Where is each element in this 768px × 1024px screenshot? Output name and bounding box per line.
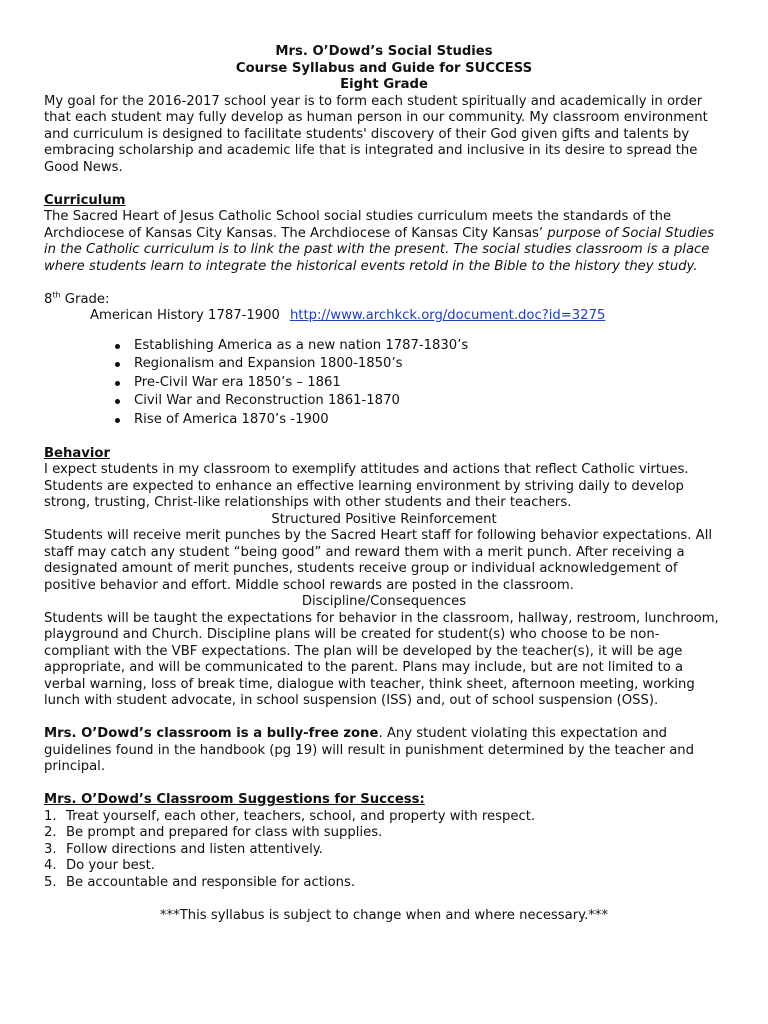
curriculum-purpose-text: purpose of Social Studies in the Catholic curriculum is to link the past with the present. The social studies classroom is a place where students learn to integrate the historical events retold in the Bible to the history they study. — [44, 225, 715, 274]
item-text: Follow directions and listen attentively. — [66, 841, 323, 857]
list-item: Establishing America as a new nation 1787-1830’s — [134, 337, 724, 356]
curriculum-paragraph — [44, 209, 724, 275]
list-item: Rise of America 1870’s -1900 — [134, 411, 724, 430]
bully-free-statement: Mrs. O’Dowd’s classroom is a bully-free zone — [44, 726, 379, 742]
spacer — [44, 891, 724, 908]
reinforcement-paragraph: Students will receive merit punches by the Sacred Heart staff for following behavior expectations. All staff may catch any student “being good” and reward them with a merit punch. After receiving a designated amount of merit punches, students receive group or individual acknowledgement of positive behavior and effort. Middle school rewards are posted in the classroom. — [44, 528, 713, 593]
spacer — [44, 776, 724, 793]
item-text: Treat yourself, each other, teachers, school, and property with respect. — [66, 808, 536, 824]
spacer — [44, 275, 724, 292]
syllabus-footer: ***This syllabus is subject to change when and where necessary.*** — [159, 907, 609, 923]
list-item — [44, 842, 724, 859]
list-item — [44, 809, 724, 826]
title-line-2: Course Syllabus and Guide for SUCCESS — [235, 60, 533, 76]
course-line — [44, 308, 724, 325]
bully-free-text: . Any student violating this expectation and guidelines found in the handbook (pg 19) will result in punishment determined by the teacher and principal. — [44, 726, 695, 775]
curriculum-heading: Curriculum — [44, 192, 126, 208]
grade-label — [44, 292, 724, 309]
item-number: 1. — [44, 808, 57, 824]
title-line-3: Eight Grade — [340, 77, 428, 92]
behavior-heading: Behavior — [44, 445, 110, 461]
grade-number: 8 — [44, 291, 53, 307]
curriculum-text: The Sacred Heart of Jesus Catholic School social studies curriculum meets the standards of the Archdiocese of Kansas City Kansas. The Archdiocese of Kansas City Kansas’ — [44, 209, 672, 241]
grade-label-text: Grade: — [60, 291, 110, 307]
course-name: American History 1787-1900 — [90, 308, 280, 323]
item-number: 5. — [44, 874, 57, 890]
spacer — [44, 710, 724, 727]
reinforcement-title: Structured Positive Reinforcement — [271, 511, 497, 527]
item-number: 4. — [44, 858, 57, 874]
success-heading: Mrs. O’Dowd’s Classroom Suggestions for Success: — [44, 792, 425, 808]
item-text: Do your best. — [66, 858, 155, 874]
spacer — [44, 325, 724, 337]
topic-list — [44, 337, 724, 430]
item-number: 3. — [44, 841, 57, 857]
behavior-paragraph: I expect students in my classroom to exemplify attitudes and actions that reflect Catholic virtues. Students are expected to enhance an effective learning environment by striving daily to develop strong, trusting, Christ-like relationships with other students and their teachers. — [44, 462, 689, 511]
title-line-1: Mrs. O’Dowd’s Social Studies — [275, 44, 493, 59]
discipline-title: Discipline/Consequences — [301, 594, 467, 610]
curriculum-link[interactable]: http://www.archkck.org/document.doc?id=3275 — [289, 308, 606, 323]
list-item: Civil War and Reconstruction 1861-1870 — [134, 392, 724, 411]
list-item — [44, 858, 724, 875]
item-number: 2. — [44, 825, 57, 841]
success-list — [44, 809, 724, 892]
item-text: Be prompt and prepared for class with supplies. — [66, 825, 383, 841]
list-item: Regionalism and Expansion 1800-1850’s — [134, 355, 724, 374]
list-item: Pre-Civil War era 1850’s – 1861 — [134, 374, 724, 393]
grade-suffix: th — [52, 290, 61, 300]
bully-free-paragraph — [44, 726, 724, 776]
intro-paragraph: My goal for the 2016-2017 school year is to form each student spiritually and academically in order that each student may fully develop as human person in our community. My classroom environment and curriculum is designed to facilitate students' discovery of their God given gifts and talents by embracing scholarship and academic life that is integrated and inclusive in its desire to spread the Good News. — [44, 93, 708, 175]
list-item — [44, 875, 724, 892]
list-item — [44, 825, 724, 842]
discipline-paragraph: Students will be taught the expectations for behavior in the classroom, hallway, restroom, lunchroom, playground and Church. Discipline plans will be created for student(s) who choose to be non-compliant with the VBF expectations. The plan will be developed by the teacher(s), it will be age appropriate, and will be communicated to the parent. Plans may include, but are not limited to a verbal warning, loss of break time, dialogue with teacher, think sheet, afternoon meeting, working lunch with student advocate, in school suspension (ISS) and, out of school suspension (OSS). — [44, 610, 719, 709]
spacer — [44, 429, 724, 446]
item-text: Be accountable and responsible for actions. — [66, 874, 356, 890]
spacer — [44, 176, 724, 193]
